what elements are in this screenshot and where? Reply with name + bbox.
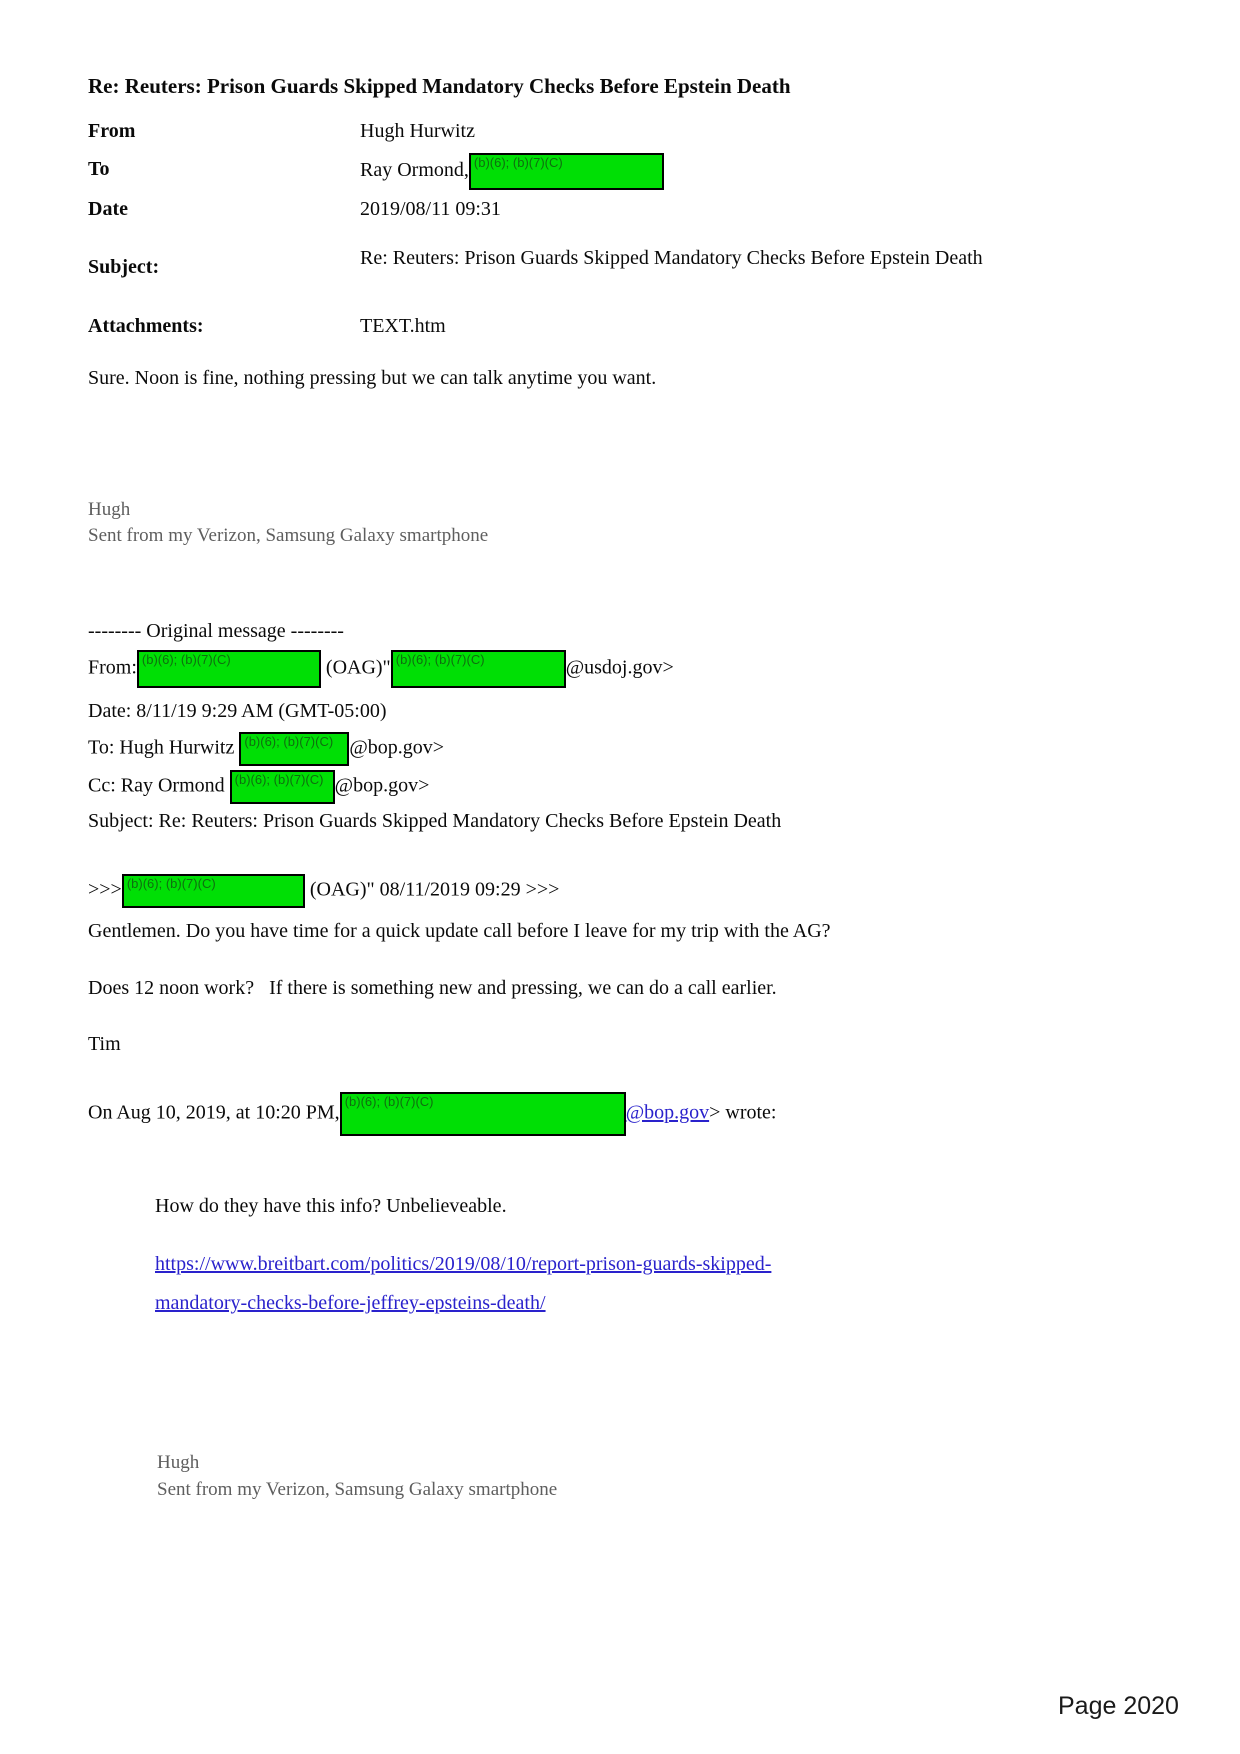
redaction-exemption-label: (b)(6); (b)(7)(C): [141, 652, 231, 667]
cc-name-text: Cc: Ray Ormond: [88, 774, 230, 797]
quote-timestamp-text: (OAG)" 08/11/2019 09:29 >>>: [304, 878, 560, 901]
from-oag-text: (OAG)": [320, 656, 391, 679]
signature-name: Hugh: [88, 499, 131, 520]
bop-email-link[interactable]: @bop.gov: [625, 1101, 710, 1124]
on-wrote-prefix-text: On Aug 10, 2019, at 10:20 PM,: [88, 1101, 340, 1124]
email-subject-title: Re: Reuters: Prison Guards Skipped Mandatory Checks Before Epstein Death: [88, 74, 791, 98]
to-recipient-name: Ray Ormond,: [360, 159, 469, 182]
quote-paragraph-1: Gentlemen. Do you have time for a quick update call before I leave for my trip with the AG?: [88, 920, 831, 942]
original-from-line: [88, 650, 674, 688]
redaction-exemption-label: (b)(6); (b)(7)(C): [344, 1094, 434, 1109]
redaction-exemption-label: (b)(6); (b)(7)(C): [126, 876, 216, 891]
field-value-attachments: TEXT.htm: [360, 315, 446, 337]
redaction-box: [239, 732, 349, 766]
quote-paragraph-2: Does 12 noon work? If there is something new and pressing, we can do a call earlier.: [88, 977, 777, 999]
original-to-line: [88, 732, 444, 766]
to-domain-text: @bop.gov>: [349, 736, 445, 759]
nested-signature-device-line: Sent from my Verizon, Samsung Galaxy smartphone: [157, 1479, 558, 1500]
redaction-exemption-label: (b)(6); (b)(7)(C): [234, 772, 324, 787]
cc-domain-text: @bop.gov>: [334, 774, 430, 797]
redaction-exemption-label: (b)(6); (b)(7)(C): [395, 652, 485, 667]
redaction-box: [391, 650, 566, 688]
field-value-from: Hugh Hurwitz: [360, 120, 475, 142]
redaction-box: [230, 770, 335, 804]
field-value-to: [360, 153, 664, 190]
signature-device-line: Sent from my Verizon, Samsung Galaxy smartphone: [88, 525, 489, 546]
to-name-text: To: Hugh Hurwitz: [88, 736, 240, 759]
nested-comment-text: How do they have this info? Unbelieveable.: [155, 1195, 507, 1217]
page-number: Page 2020: [1058, 1692, 1179, 1720]
quote-header-line: [88, 874, 559, 908]
reply-text: Sure. Noon is fine, nothing pressing but we can talk anytime you want.: [88, 367, 657, 389]
from-label: From:: [88, 656, 137, 679]
redaction-box: [137, 650, 321, 688]
tim-signature: Tim: [88, 1033, 121, 1055]
field-value-date: 2019/08/11 09:31: [360, 198, 501, 220]
field-label-from: From: [88, 120, 136, 142]
redaction-box: [469, 153, 664, 190]
redaction-box: [340, 1092, 626, 1136]
on-wrote-line: [88, 1092, 776, 1136]
original-message-divider: -------- Original message --------: [88, 620, 344, 642]
on-wrote-suffix-text: > wrote:: [709, 1101, 777, 1124]
field-value-subject: Re: Reuters: Prison Guards Skipped Mandatory Checks Before Epstein Death: [360, 247, 983, 269]
original-date-line: Date: 8/11/19 9:29 AM (GMT-05:00): [88, 700, 387, 722]
quote-arrows-text: >>>: [88, 878, 122, 901]
original-subject-line: Subject: Re: Reuters: Prison Guards Skipped Mandatory Checks Before Epstein Death: [88, 810, 782, 832]
field-label-subject: Subject:: [88, 256, 160, 278]
breitbart-link-line1[interactable]: https://www.breitbart.com/politics/2019/08/10/report-prison-guards-skipped-: [155, 1253, 772, 1275]
field-label-to: To: [88, 158, 110, 180]
field-label-attachments: Attachments:: [88, 315, 204, 337]
redaction-exemption-label: (b)(6); (b)(7)(C): [244, 734, 334, 749]
field-label-date: Date: [88, 198, 128, 220]
original-cc-line: [88, 770, 429, 804]
breitbart-link-line2[interactable]: mandatory-checks-before-jeffrey-epsteins-death/: [155, 1292, 546, 1314]
redaction-box: [122, 874, 305, 908]
from-domain-text: @usdoj.gov>: [565, 656, 674, 679]
nested-signature-name: Hugh: [157, 1452, 200, 1473]
redaction-exemption-label: (b)(6); (b)(7)(C): [473, 155, 563, 170]
